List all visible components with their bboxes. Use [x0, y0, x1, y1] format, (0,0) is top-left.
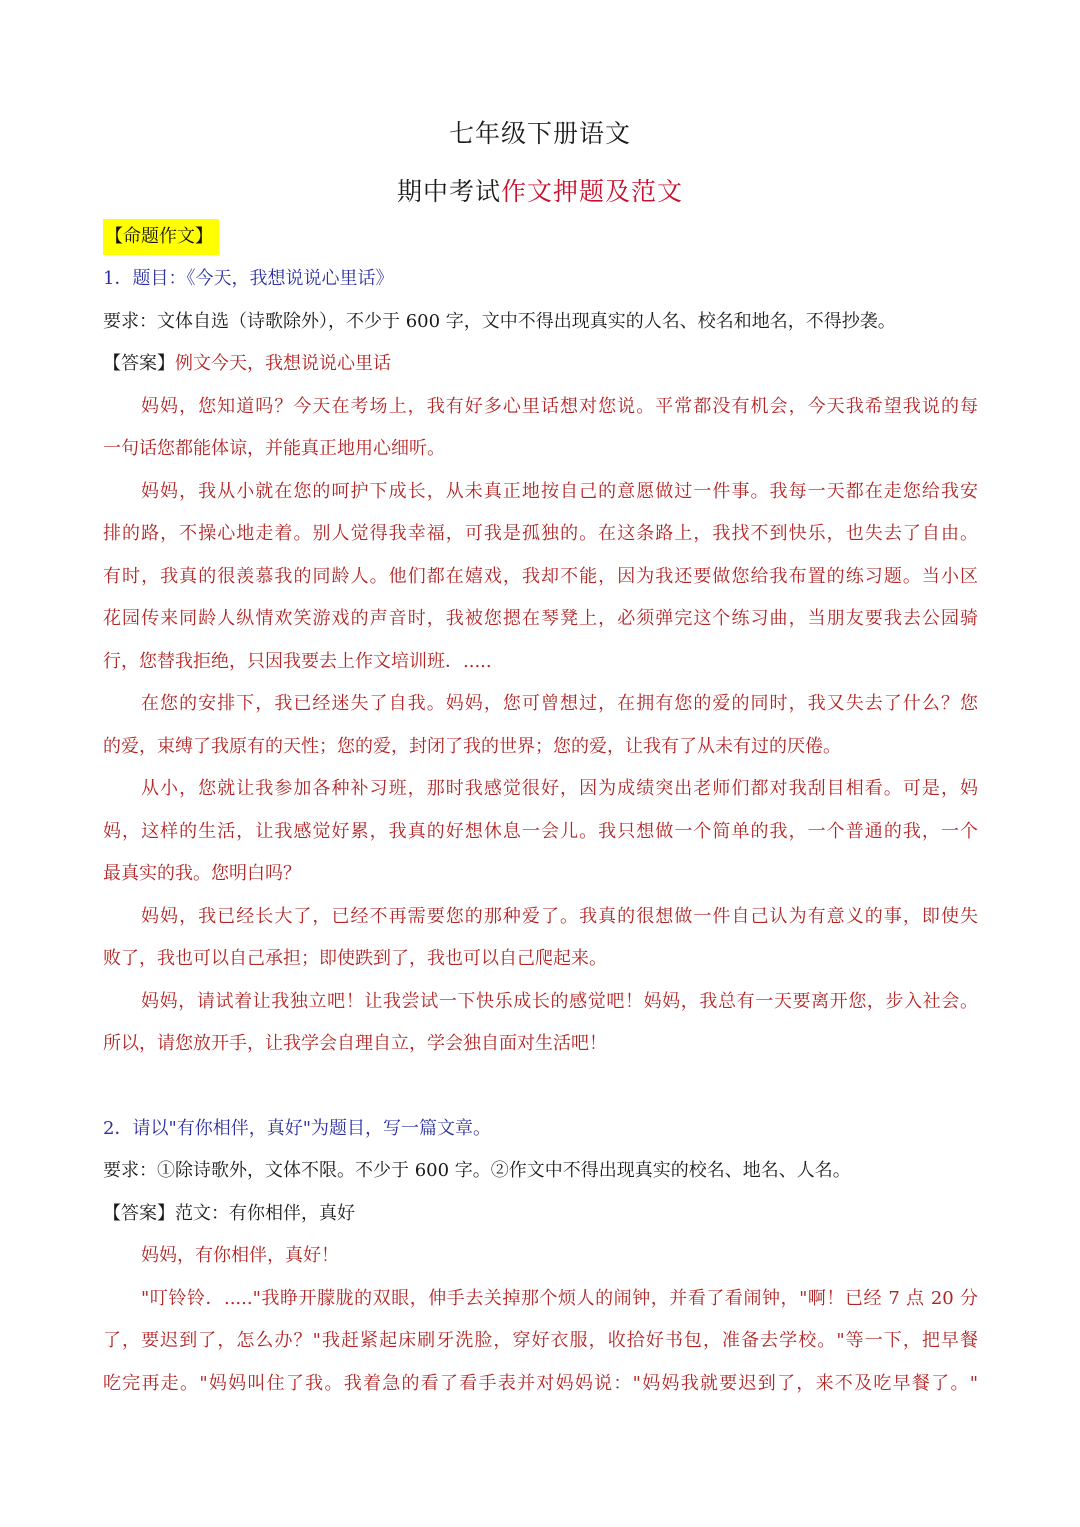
q1-essay-line: 有时，我真的很羡慕我的同龄人。他们都在嬉戏，我却不能，因为我还要做您给我布置的练习题。当小区 — [103, 566, 978, 587]
q1-requirement: 要求：文体自选（诗歌除外），不少于 600 字，文中不得出现真实的人名、校名和地名，不得抄袭。 — [103, 311, 896, 332]
q2-essay-line: 妈妈，有你相伴，真好！ — [141, 1245, 339, 1266]
section-tag: 【命题作文】 — [103, 219, 219, 255]
q2-answer-label: 【答案】 — [103, 1203, 175, 1224]
q2-heading: 2．请以"有你相伴，真好"为题目，写一篇文章。 — [103, 1118, 492, 1139]
q2-answer-line — [103, 1200, 978, 1228]
q1-essay-line: 妈妈，我已经长大了，已经不再需要您的那种爱了。我真的很想做一件自己认为有意义的事，即使失 — [141, 906, 978, 927]
q1-essay-line: 在您的安排下，我已经迷失了自我。妈妈，您可曾想过，在拥有您的爱的同时，我又失去了什么？您 — [141, 693, 978, 714]
q2-essay-line: 了，要迟到了，怎么办？"我赶紧起床刷牙洗脸，穿好衣服，收拾好书包，准备去学校。"等一下，把早餐 — [103, 1330, 978, 1351]
q1-essay-line: 从小，您就让我参加各种补习班，那时我感觉很好，因为成绩突出老师们都对我刮目相看。可是，妈 — [141, 778, 978, 799]
q1-answer-line — [103, 350, 978, 378]
q1-essay-line: 妈妈，您知道吗？今天在考场上，我有好多心里话想对您说。平常都没有机会，今天我希望我说的每 — [141, 396, 978, 417]
q1-essay-line: 一句话您都能体谅，并能真正地用心细听。 — [103, 438, 445, 459]
q2-essay-line: "叮铃铃．....."我睁开朦胧的双眼，伸手去关掉那个烦人的闹钟，并看了看闹钟，"啊！已经 7 点 20 分 — [141, 1288, 978, 1309]
q1-essay-line: 行，您替我拒绝，只因我要去上作文培训班．..... — [103, 651, 492, 672]
q1-essay-line: 最真实的我。您明白吗？ — [103, 863, 301, 884]
q2-requirement: 要求：①除诗歌外，文体不限。不少于 600 字。②作文中不得出现真实的校名、地名、人名。 — [103, 1160, 851, 1181]
q1-essay-line: 所以，请您放开手，让我学会自理自立，学会独自面对生活吧！ — [103, 1033, 607, 1054]
subtitle-red-part: 作文押题及范文 — [501, 177, 684, 206]
q1-essay-line: 花园传来同龄人纵情欢笑游戏的声音时，我被您摁在琴凳上，必须弹完这个练习曲，当朋友要我去公园骑 — [103, 608, 978, 629]
q1-essay-line: 妈，这样的生活，让我感觉好累，我真的好想休息一会儿。我只想做一个简单的我，一个普通的我，一个 — [103, 821, 978, 842]
q2-essay-line: 吃完再走。"妈妈叫住了我。我着急的看了看手表并对妈妈说："妈妈我就要迟到了，来不及吃早餐了。" — [103, 1373, 978, 1394]
q1-essay-line: 排的路，不操心地走着。别人觉得我幸福，可我是孤独的。在这条路上，我找不到快乐，也失去了自由。 — [103, 523, 978, 544]
subtitle-black-part: 期中考试 — [396, 177, 501, 206]
q1-answer-label: 【答案】 — [103, 353, 175, 374]
q2-answer-title: 范文：有你相伴，真好 — [175, 1203, 355, 1224]
q1-essay-line: 败了，我也可以自己承担；即使跌到了，我也可以自己爬起来。 — [103, 948, 607, 969]
q1-answer-title: 例文今天，我想说说心里话 — [175, 353, 391, 374]
q1-essay-line: 妈妈，我从小就在您的呵护下成长，从未真正地按自己的意愿做过一件事。我每一天都在走您给我安 — [141, 481, 978, 502]
q1-heading: 1．题目：《今天，我想说说心里话》 — [103, 268, 394, 289]
document-subtitle — [0, 172, 1080, 208]
document-title: 七年级下册语文 — [448, 119, 631, 148]
q1-essay-line: 的爱，束缚了我原有的天性；您的爱，封闭了我的世界；您的爱，让我有了从未有过的厌倦。 — [103, 736, 841, 757]
q1-essay-line: 妈妈，请试着让我独立吧！让我尝试一下快乐成长的感觉吧！妈妈，我总有一天要离开您，步入社会。 — [141, 991, 978, 1012]
